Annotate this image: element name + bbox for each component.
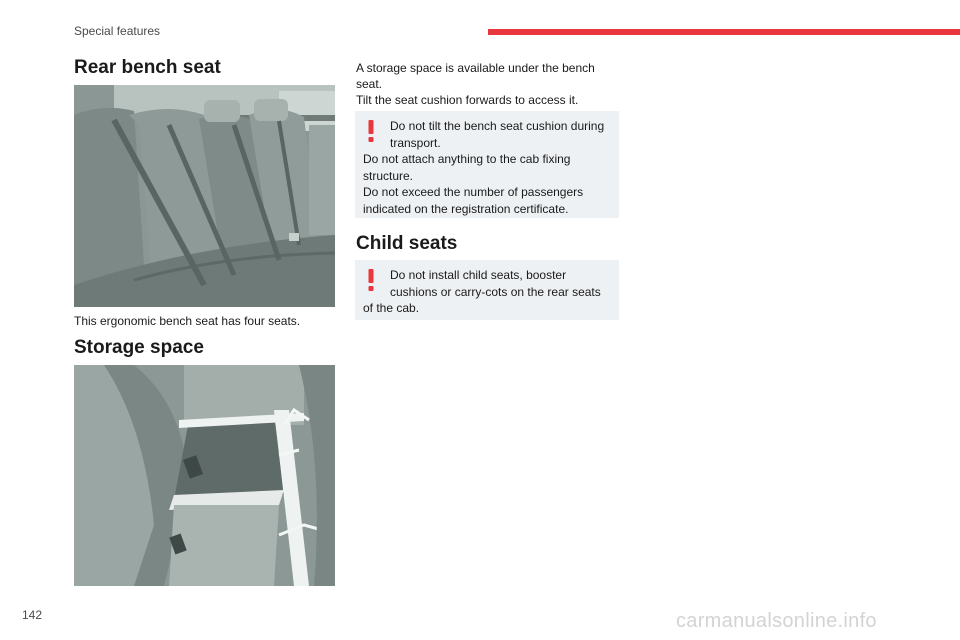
warning-box-child-seats [355,260,619,320]
rear-bench-seat-heading: Rear bench seat [74,57,221,78]
warning2-line1: Do not install child seats, booster cushions or carry-cots on the rear seats [390,268,601,299]
warning1-line2: Do not attach anything to the cab fixing structure. [363,152,571,183]
child-seats-heading: Child seats [356,233,458,254]
section-label: Special features [74,24,161,38]
warning-exclamation-icon [367,269,375,291]
watermark-text: carmanualsonline.info [676,610,877,632]
warning-exclamation-icon [367,120,375,142]
storage-intro-line1: A storage space is available under the bench seat. [356,61,595,91]
rear-bench-seat-caption: This ergonomic bench seat has four seats. [74,314,301,328]
storage-space-heading: Storage space [74,337,204,358]
rear-bench-seat-illustration [74,85,335,307]
warning1-line3: Do not exceed the number of passengers indicated on the registration certificate. [363,185,584,216]
storage-intro-line2: Tilt the seat cushion forwards to access it. [356,93,579,107]
storage-intro-text [356,60,606,108]
storage-space-illustration [74,365,335,586]
page-number: 142 [22,608,43,622]
section-header-bar [488,29,960,35]
warning-box-bench-seat [355,111,619,218]
warning1-line1: Do not tilt the bench seat cushion during transport. [390,119,605,150]
warning2-line2: of the cab. [363,301,420,315]
